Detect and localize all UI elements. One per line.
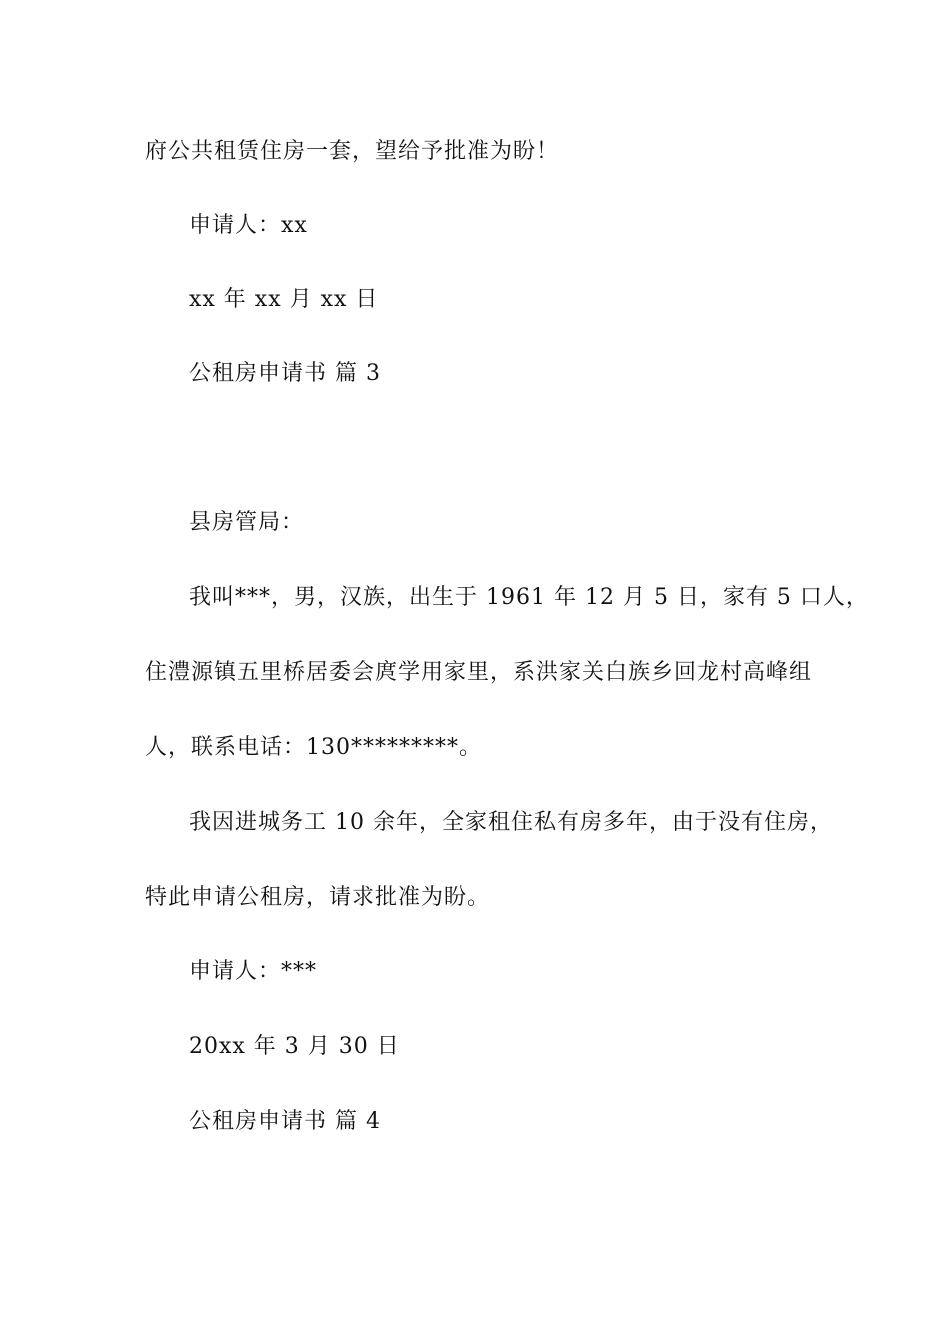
- body-paragraph-1-line-3: 人，联系电话：130*********。: [145, 735, 482, 760]
- applicant-signature-2: 申请人：***: [189, 959, 318, 984]
- signature-date: xx 年 xx 月 xx 日: [189, 287, 379, 312]
- applicant-signature: 申请人：xx: [189, 213, 308, 238]
- salutation: 县房管局：: [189, 510, 305, 535]
- body-paragraph-1-line-1: 我叫***，男，汉族，出生于 1961 年 12 月 5 日，家有 5 口人，: [189, 585, 869, 610]
- paragraph-continuation: 府公共租赁住房一套，望给予批准为盼！: [145, 139, 560, 164]
- body-paragraph-1-line-2: 住澧源镇五里桥居委会庹学用家里，系洪家关白族乡回龙村高峰组: [145, 660, 813, 685]
- signature-date-2: 20xx 年 3 月 30 日: [189, 1034, 400, 1059]
- section-heading-4: 公租房申请书 篇 4: [189, 1109, 381, 1134]
- section-heading-3: 公租房申请书 篇 3: [189, 361, 381, 386]
- body-paragraph-2-line-2: 特此申请公租房，请求批准为盼。: [145, 885, 491, 910]
- body-paragraph-2-line-1: 我因进城务工 10 余年，全家租住私有房多年，由于没有住房，: [189, 810, 833, 835]
